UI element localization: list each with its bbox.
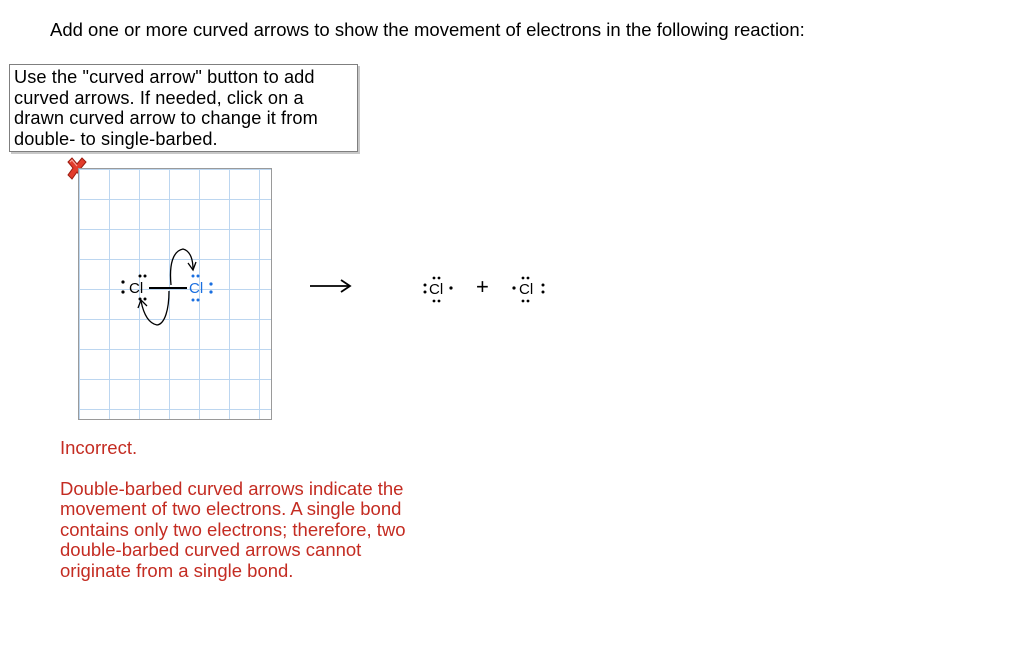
arrowhead-icon xyxy=(188,262,196,270)
curved-arrow-down[interactable] xyxy=(141,291,169,325)
feedback-line: originate from a single bond. xyxy=(60,559,294,581)
question-prompt: Add one or more curved arrows to show the movement of electrons in the following reaction: xyxy=(50,19,805,40)
instructions-line: curved arrows. If needed, click on a xyxy=(14,87,304,108)
reactant-atom-cl-right[interactable] xyxy=(189,275,213,302)
product-cl-radical-1 xyxy=(422,276,458,304)
drawing-canvas[interactable] xyxy=(78,168,272,420)
instructions-line: Use the "curved arrow" button to add xyxy=(14,67,315,87)
feedback-explanation xyxy=(60,479,450,582)
instructions-line: double- to single-barbed. xyxy=(14,128,218,149)
atom-label: Cl xyxy=(519,281,534,298)
product-cl-radical-2 xyxy=(511,276,547,304)
atom-label: Cl xyxy=(429,281,444,298)
feedback-line: contains only two electrons; therefore, two xyxy=(60,518,406,540)
atom-label: Cl xyxy=(129,280,144,297)
atom-label: Cl xyxy=(189,280,204,297)
feedback-panel xyxy=(60,438,450,581)
reactant-molecule xyxy=(79,169,273,421)
reactant-atom-cl-left[interactable] xyxy=(121,275,146,301)
feedback-line: double-barbed curved arrows cannot xyxy=(60,539,362,560)
reaction-arrow-icon xyxy=(309,276,353,296)
feedback-status: Incorrect. xyxy=(60,437,138,458)
instructions-box xyxy=(9,64,358,152)
feedback-line: movement of two electrons. A single bond xyxy=(60,498,402,519)
feedback-line: Double-barbed curved arrows indicate the xyxy=(60,477,404,499)
instructions-line: drawn curved arrow to change it from xyxy=(14,108,318,128)
plus-sign: + xyxy=(476,274,489,299)
